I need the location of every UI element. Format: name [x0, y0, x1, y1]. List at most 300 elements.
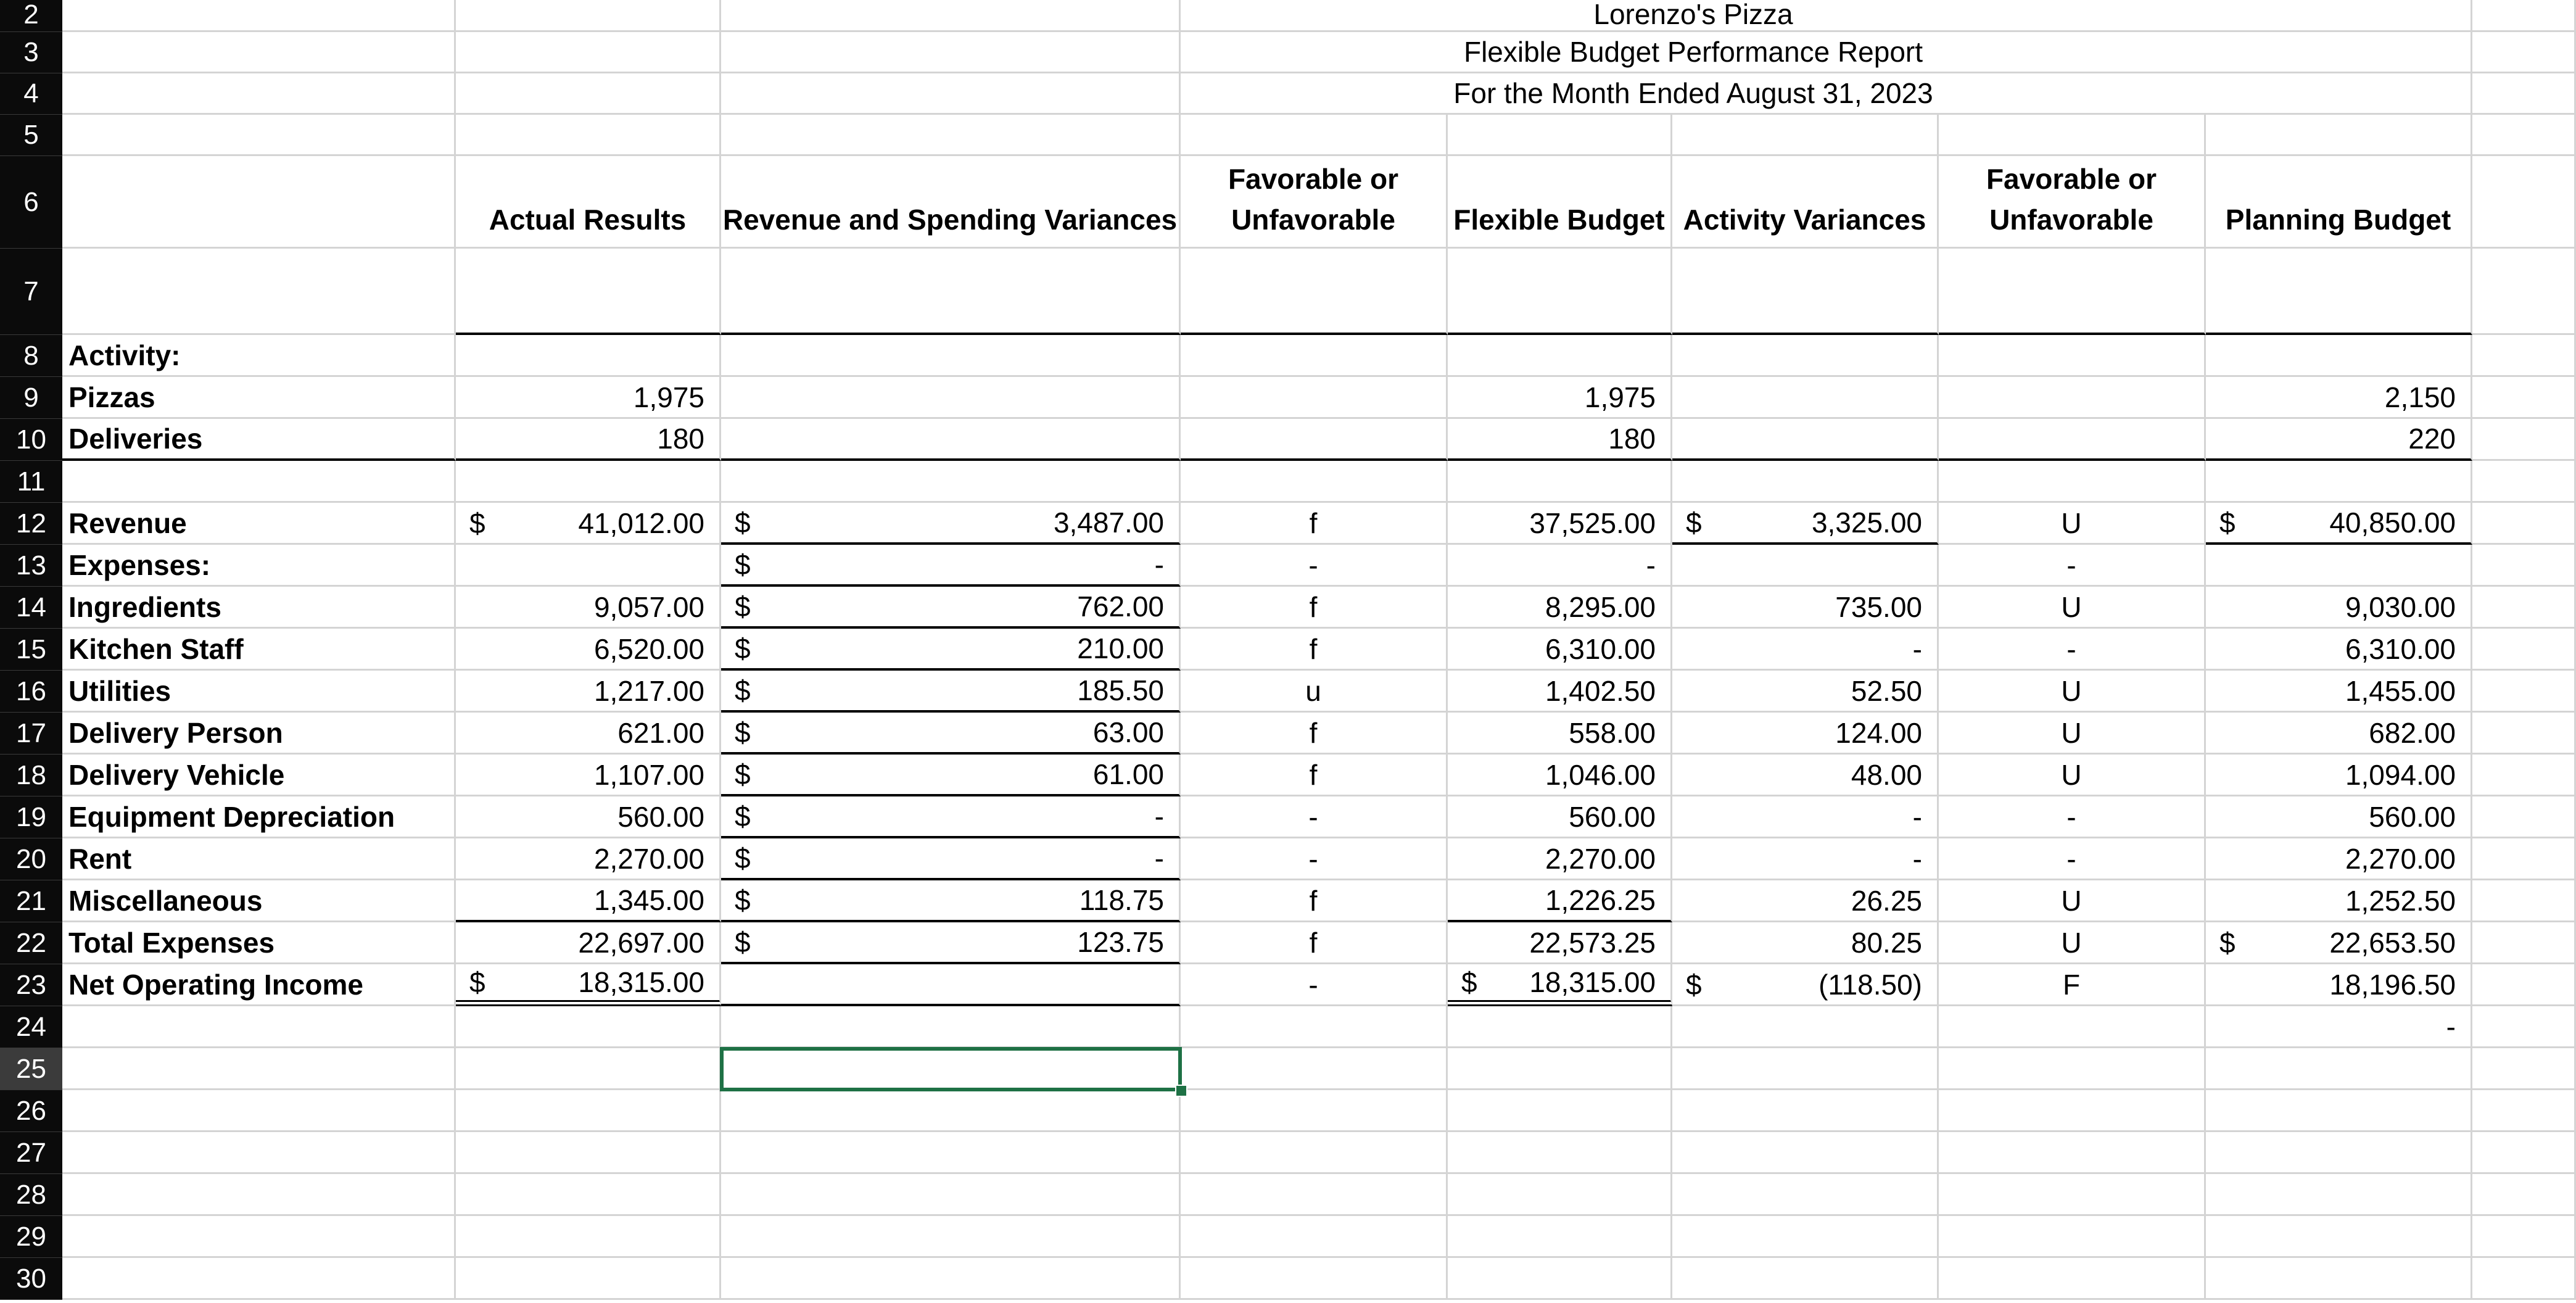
cell-r7-fu1[interactable]	[1181, 249, 1448, 335]
cell-r25-fu2[interactable]	[1939, 1048, 2206, 1090]
cell-r28-av[interactable]	[1672, 1174, 1939, 1216]
cell-r24-plan[interactable]: -	[2206, 1006, 2472, 1048]
column-header-av[interactable]	[1672, 156, 1939, 249]
cell-r5-flex[interactable]	[1448, 115, 1672, 156]
cell-r30-fu1[interactable]	[1181, 1258, 1448, 1300]
cell-r4-rsv[interactable]	[721, 73, 1181, 115]
currency-value	[721, 550, 1179, 579]
cell-r15-plan[interactable]: 6,310.00	[2206, 629, 2472, 671]
cell-r29-label[interactable]	[62, 1216, 456, 1258]
cell-r9-rsv[interactable]	[721, 377, 1181, 419]
cell-r17-actual[interactable]: 621.00	[456, 713, 721, 755]
cell-r14-flex[interactable]: 8,295.00	[1448, 587, 1672, 629]
cell-r21-av[interactable]: 26.25	[1672, 880, 1939, 922]
cell-r7-flex[interactable]	[1448, 249, 1672, 335]
row-header-17[interactable]: 17	[0, 713, 62, 755]
cell-r3-actual[interactable]	[456, 32, 721, 73]
cell-r4-label[interactable]	[62, 73, 456, 115]
cell-r30-plan[interactable]	[2206, 1258, 2472, 1300]
cell-r20-fu1[interactable]: -	[1181, 838, 1448, 880]
cell-r26-flex[interactable]	[1448, 1090, 1672, 1132]
cell-r8-av[interactable]	[1672, 335, 1939, 377]
cell-r2-extra[interactable]	[2472, 0, 2576, 32]
row-header-28[interactable]: 28	[0, 1174, 62, 1216]
cell-r26-rsv[interactable]	[721, 1090, 1181, 1132]
cell-r18-plan[interactable]: 1,094.00	[2206, 755, 2472, 796]
cell-r21-label[interactable]: Miscellaneous	[62, 880, 456, 922]
cell-r7-plan[interactable]	[2206, 249, 2472, 335]
cell-r20-rsv[interactable]	[721, 838, 1181, 880]
currency-value	[2206, 926, 2471, 959]
cell-r30-extra[interactable]	[2472, 1258, 2576, 1300]
cell-r23-fu2[interactable]: F	[1939, 964, 2206, 1006]
fill-handle[interactable]	[1175, 1085, 1187, 1097]
currency-value	[2206, 508, 2471, 537]
currency-symbol: $	[1686, 507, 1702, 539]
row-header-23[interactable]: 23	[0, 964, 62, 1006]
cell-value: 185.50	[1077, 674, 1164, 706]
cell-r29-extra[interactable]	[2472, 1216, 2576, 1258]
row-header-3[interactable]: 3	[0, 32, 62, 73]
cell-r24-flex[interactable]	[1448, 1006, 1672, 1048]
column-header-rsv[interactable]	[721, 156, 1181, 249]
currency-symbol: $	[735, 758, 751, 790]
cell-r6-extra[interactable]	[2472, 156, 2576, 249]
currency-symbol: $	[735, 632, 751, 664]
cell-r30-flex[interactable]	[1448, 1258, 1672, 1300]
cell-r22-actual[interactable]: 22,697.00	[456, 922, 721, 964]
cell-r23-plan[interactable]: 18,196.50	[2206, 964, 2472, 1006]
cell-r10-plan[interactable]: 220	[2206, 419, 2472, 461]
currency-value	[721, 844, 1179, 872]
cell-r22-label[interactable]: Total Expenses	[62, 922, 456, 964]
cell-r26-extra[interactable]	[2472, 1090, 2576, 1132]
cell-r14-plan[interactable]: 9,030.00	[2206, 587, 2472, 629]
cell-r28-fu1[interactable]	[1181, 1174, 1448, 1216]
cell-r8-fu1[interactable]	[1181, 335, 1448, 377]
cell-r16-plan[interactable]: 1,455.00	[2206, 671, 2472, 713]
cell-r22-fu1[interactable]: f	[1181, 922, 1448, 964]
cell-r22-flex[interactable]: 22,573.25	[1448, 922, 1672, 964]
cell-r17-extra[interactable]	[2472, 713, 2576, 755]
cell-r14-fu2[interactable]: U	[1939, 587, 2206, 629]
cell-r17-fu1[interactable]: f	[1181, 713, 1448, 755]
cell-r24-label[interactable]	[62, 1006, 456, 1048]
cell-r23-av[interactable]	[1672, 964, 1939, 1006]
cell-r29-fu2[interactable]	[1939, 1216, 2206, 1258]
cell-r9-actual[interactable]: 1,975	[456, 377, 721, 419]
active-cell-selection[interactable]	[720, 1047, 1182, 1091]
cell-r22-plan[interactable]	[2206, 922, 2472, 964]
cell-r10-av[interactable]	[1672, 419, 1939, 461]
cell-r22-av[interactable]: 80.25	[1672, 922, 1939, 964]
cell-r25-actual[interactable]	[456, 1048, 721, 1090]
cell-r7-rsv[interactable]	[721, 249, 1181, 335]
cell-r15-extra[interactable]	[2472, 629, 2576, 671]
currency-value	[721, 886, 1179, 914]
cell-r27-fu2[interactable]	[1939, 1132, 2206, 1174]
cell-r20-fu2[interactable]: -	[1939, 838, 2206, 880]
cell-r8-fu2[interactable]	[1939, 335, 2206, 377]
cell-r8-extra[interactable]	[2472, 335, 2576, 377]
currency-symbol: $	[469, 507, 485, 539]
currency-value	[721, 676, 1179, 705]
column-header-fu2[interactable]	[1939, 156, 2206, 249]
cell-r15-actual[interactable]: 6,520.00	[456, 629, 721, 671]
cell-r9-av[interactable]	[1672, 377, 1939, 419]
row-header-21[interactable]: 21	[0, 880, 62, 922]
cell-r24-fu1[interactable]	[1181, 1006, 1448, 1048]
cell-r19-label[interactable]: Equipment Depreciation	[62, 796, 456, 838]
cell-r16-extra[interactable]	[2472, 671, 2576, 713]
cell-r15-fu2[interactable]: -	[1939, 629, 2206, 671]
cell-r28-label[interactable]	[62, 1174, 456, 1216]
row-header-27[interactable]: 27	[0, 1132, 62, 1174]
column-header-text: Actual Results	[489, 204, 687, 236]
cell-r12-label[interactable]: Revenue	[62, 503, 456, 545]
column-header-flex[interactable]	[1448, 156, 1672, 249]
cell-r13-actual[interactable]	[456, 545, 721, 587]
cell-r4-actual[interactable]	[456, 73, 721, 115]
cell-r16-av[interactable]: 52.50	[1672, 671, 1939, 713]
cell-r7-av[interactable]	[1672, 249, 1939, 335]
cell-r28-flex[interactable]	[1448, 1174, 1672, 1216]
cell-r17-rsv[interactable]	[721, 713, 1181, 755]
cell-r20-flex[interactable]: 2,270.00	[1448, 838, 1672, 880]
row-header-5[interactable]: 5	[0, 115, 62, 156]
cell-r26-fu1[interactable]	[1181, 1090, 1448, 1132]
column-header-actual[interactable]	[456, 156, 721, 249]
cell-r17-flex[interactable]: 558.00	[1448, 713, 1672, 755]
cell-r2-rsv[interactable]	[721, 0, 1181, 32]
currency-symbol: $	[2219, 926, 2235, 959]
cell-r18-actual[interactable]: 1,107.00	[456, 755, 721, 796]
cell-r16-flex[interactable]: 1,402.50	[1448, 671, 1672, 713]
cell-r20-extra[interactable]	[2472, 838, 2576, 880]
cell-r17-fu2[interactable]: U	[1939, 713, 2206, 755]
cell-r29-actual[interactable]	[456, 1216, 721, 1258]
cell-r30-label[interactable]	[62, 1258, 456, 1300]
cell-r14-actual[interactable]: 9,057.00	[456, 587, 721, 629]
row-header-13[interactable]: 13	[0, 545, 62, 587]
cell-r23-extra[interactable]	[2472, 964, 2576, 1006]
cell-r11-rsv[interactable]	[721, 461, 1181, 503]
row-header-14[interactable]: 14	[0, 587, 62, 629]
cell-r24-extra[interactable]	[2472, 1006, 2576, 1048]
cell-value: 61.00	[1092, 758, 1164, 790]
column-header-plan[interactable]	[2206, 156, 2472, 249]
cell-r16-label[interactable]: Utilities	[62, 671, 456, 713]
cell-r22-extra[interactable]	[2472, 922, 2576, 964]
cell-r9-fu2[interactable]	[1939, 377, 2206, 419]
row-header-20[interactable]: 20	[0, 838, 62, 880]
cell-r12-plan[interactable]	[2206, 503, 2472, 545]
cell-r17-av[interactable]: 124.00	[1672, 713, 1939, 755]
cell-r12-flex[interactable]: 37,525.00	[1448, 503, 1672, 545]
row-header-22[interactable]: 22	[0, 922, 62, 964]
cell-r19-fu2[interactable]: -	[1939, 796, 2206, 838]
cell-r8-flex[interactable]	[1448, 335, 1672, 377]
cell-r19-actual[interactable]: 560.00	[456, 796, 721, 838]
row-header-6[interactable]: 6	[0, 156, 62, 249]
cell-r27-fu1[interactable]	[1181, 1132, 1448, 1174]
cell-r27-flex[interactable]	[1448, 1132, 1672, 1174]
row-header-24[interactable]: 24	[0, 1006, 62, 1048]
cell-r19-rsv[interactable]	[721, 796, 1181, 838]
column-header-fu1[interactable]	[1181, 156, 1448, 249]
cell-r11-av[interactable]	[1672, 461, 1939, 503]
row-header-16[interactable]: 16	[0, 671, 62, 713]
cell-r21-extra[interactable]	[2472, 880, 2576, 922]
cell-r18-rsv[interactable]	[721, 755, 1181, 796]
cell-r15-flex[interactable]: 6,310.00	[1448, 629, 1672, 671]
cell-r27-av[interactable]	[1672, 1132, 1939, 1174]
cell-r13-label[interactable]: Expenses:	[62, 545, 456, 587]
cell-r14-fu1[interactable]: f	[1181, 587, 1448, 629]
row-header-4[interactable]: 4	[0, 73, 62, 115]
row-header-8[interactable]: 8	[0, 335, 62, 377]
cell-r9-extra[interactable]	[2472, 377, 2576, 419]
cell-r15-label[interactable]: Kitchen Staff	[62, 629, 456, 671]
cell-r28-actual[interactable]	[456, 1174, 721, 1216]
cell-r23-label[interactable]: Net Operating Income	[62, 964, 456, 1006]
cell-r16-fu2[interactable]: U	[1939, 671, 2206, 713]
cell-r21-plan[interactable]: 1,252.50	[2206, 880, 2472, 922]
cell-r20-label[interactable]: Rent	[62, 838, 456, 880]
cell-r11-plan[interactable]	[2206, 461, 2472, 503]
cell-r17-label[interactable]: Delivery Person	[62, 713, 456, 755]
cell-r4-plan[interactable]	[2206, 73, 2472, 115]
cell-r29-flex[interactable]	[1448, 1216, 1672, 1258]
cell-r9-flex[interactable]: 1,975	[1448, 377, 1672, 419]
cell-r10-actual[interactable]: 180	[456, 419, 721, 461]
cell-r30-fu2[interactable]	[1939, 1258, 2206, 1300]
cell-r28-rsv[interactable]	[721, 1174, 1181, 1216]
cell-r14-rsv[interactable]	[721, 587, 1181, 629]
cell-r21-fu2[interactable]: U	[1939, 880, 2206, 922]
cell-r3-plan[interactable]	[2206, 32, 2472, 73]
cell-r21-fu1[interactable]: f	[1181, 880, 1448, 922]
cell-r2-plan[interactable]	[2206, 0, 2472, 32]
cell-r12-fu1[interactable]: f	[1181, 503, 1448, 545]
cell-r28-fu2[interactable]	[1939, 1174, 2206, 1216]
cell-r19-flex[interactable]: 560.00	[1448, 796, 1672, 838]
cell-r8-label[interactable]: Activity:	[62, 335, 456, 377]
cell-r29-av[interactable]	[1672, 1216, 1939, 1258]
cell-r10-label[interactable]: Deliveries	[62, 419, 456, 461]
cell-r25-fu1[interactable]	[1181, 1048, 1448, 1090]
cell-r5-plan[interactable]	[2206, 115, 2472, 156]
cell-r30-actual[interactable]	[456, 1258, 721, 1300]
cell-r8-plan[interactable]	[2206, 335, 2472, 377]
cell-r16-actual[interactable]: 1,217.00	[456, 671, 721, 713]
row-header-19[interactable]: 19	[0, 796, 62, 838]
row-header-25[interactable]: 25	[0, 1048, 62, 1090]
cell-r15-rsv[interactable]	[721, 629, 1181, 671]
row-header-15[interactable]: 15	[0, 629, 62, 671]
cell-r5-actual[interactable]	[456, 115, 721, 156]
cell-r12-rsv[interactable]	[721, 503, 1181, 545]
cell-r3-rsv[interactable]	[721, 32, 1181, 73]
cell-r12-actual[interactable]	[456, 503, 721, 545]
column-header-text: Favorable or Unfavorable	[1228, 162, 1399, 236]
cell-r24-fu2[interactable]	[1939, 1006, 2206, 1048]
row-header-18[interactable]: 18	[0, 755, 62, 796]
cell-r4-extra[interactable]	[2472, 73, 2576, 115]
cell-r21-actual[interactable]: 1,345.00	[456, 880, 721, 922]
cell-r27-actual[interactable]	[456, 1132, 721, 1174]
cell-r25-label[interactable]	[62, 1048, 456, 1090]
cell-r10-flex[interactable]: 180	[1448, 419, 1672, 461]
cell-r11-fu1[interactable]	[1181, 461, 1448, 503]
cell-r24-av[interactable]	[1672, 1006, 1939, 1048]
cell-r23-fu1[interactable]: -	[1181, 964, 1448, 1006]
report-title-line-3: For the Month Ended August 31, 2023	[1181, 73, 2206, 115]
cell-r21-rsv[interactable]	[721, 880, 1181, 922]
cell-r20-av[interactable]: -	[1672, 838, 1939, 880]
cell-r14-av[interactable]: 735.00	[1672, 587, 1939, 629]
cell-r29-plan[interactable]	[2206, 1216, 2472, 1258]
row-header-11[interactable]: 11	[0, 461, 62, 503]
currency-symbol: $	[735, 842, 751, 874]
cell-r29-fu1[interactable]	[1181, 1216, 1448, 1258]
row-header-9[interactable]: 9	[0, 377, 62, 419]
currency-value	[1448, 968, 1670, 996]
cell-r2-label[interactable]	[62, 0, 456, 32]
cell-r5-fu1[interactable]	[1181, 115, 1448, 156]
cell-r13-fu1[interactable]: -	[1181, 545, 1448, 587]
cell-r13-plan[interactable]	[2206, 545, 2472, 587]
cell-r19-av[interactable]: -	[1672, 796, 1939, 838]
cell-r26-actual[interactable]	[456, 1090, 721, 1132]
cell-r12-extra[interactable]	[2472, 503, 2576, 545]
cell-r16-fu1[interactable]: u	[1181, 671, 1448, 713]
cell-r23-rsv[interactable]	[721, 964, 1181, 1006]
cell-r25-extra[interactable]	[2472, 1048, 2576, 1090]
cell-r8-actual[interactable]	[456, 335, 721, 377]
cell-r11-label[interactable]	[62, 461, 456, 503]
cell-r21-flex[interactable]: 1,226.25	[1448, 880, 1672, 922]
cell-r27-rsv[interactable]	[721, 1132, 1181, 1174]
cell-r27-label[interactable]	[62, 1132, 456, 1174]
cell-r28-plan[interactable]	[2206, 1174, 2472, 1216]
cell-r25-flex[interactable]	[1448, 1048, 1672, 1090]
cell-r13-av[interactable]	[1672, 545, 1939, 587]
cell-r23-actual[interactable]	[456, 964, 721, 1006]
cell-r30-rsv[interactable]	[721, 1258, 1181, 1300]
cell-r11-flex[interactable]	[1448, 461, 1672, 503]
cell-r11-extra[interactable]	[2472, 461, 2576, 503]
cell-r28-extra[interactable]	[2472, 1174, 2576, 1216]
cell-r9-label[interactable]: Pizzas	[62, 377, 456, 419]
cell-r16-rsv[interactable]	[721, 671, 1181, 713]
row-header-26[interactable]: 26	[0, 1090, 62, 1132]
cell-r9-plan[interactable]: 2,150	[2206, 377, 2472, 419]
cell-r25-av[interactable]	[1672, 1048, 1939, 1090]
cell-r13-rsv[interactable]	[721, 545, 1181, 587]
cell-r14-label[interactable]: Ingredients	[62, 587, 456, 629]
cell-r7-actual[interactable]	[456, 249, 721, 335]
cell-r20-actual[interactable]: 2,270.00	[456, 838, 721, 880]
cell-r13-fu2[interactable]: -	[1939, 545, 2206, 587]
cell-r30-av[interactable]	[1672, 1258, 1939, 1300]
cell-r18-av[interactable]: 48.00	[1672, 755, 1939, 796]
cell-r26-label[interactable]	[62, 1090, 456, 1132]
cell-r10-rsv[interactable]	[721, 419, 1181, 461]
cell-r15-av[interactable]: -	[1672, 629, 1939, 671]
cell-r18-flex[interactable]: 1,046.00	[1448, 755, 1672, 796]
cell-r24-rsv[interactable]	[721, 1006, 1181, 1048]
cell-r18-fu2[interactable]: U	[1939, 755, 2206, 796]
cell-r26-plan[interactable]	[2206, 1090, 2472, 1132]
cell-r3-extra[interactable]	[2472, 32, 2576, 73]
cell-r19-extra[interactable]	[2472, 796, 2576, 838]
row-header-30[interactable]: 30	[0, 1258, 62, 1300]
cell-r7-extra[interactable]	[2472, 249, 2576, 335]
cell-r7-fu2[interactable]	[1939, 249, 2206, 335]
cell-r5-fu2[interactable]	[1939, 115, 2206, 156]
cell-r8-rsv[interactable]	[721, 335, 1181, 377]
cell-r26-fu2[interactable]	[1939, 1090, 2206, 1132]
cell-r27-plan[interactable]	[2206, 1132, 2472, 1174]
cell-r22-rsv[interactable]	[721, 922, 1181, 964]
cell-r25-plan[interactable]	[2206, 1048, 2472, 1090]
cell-r15-fu1[interactable]: f	[1181, 629, 1448, 671]
cell-r11-fu2[interactable]	[1939, 461, 2206, 503]
cell-r12-fu2[interactable]: U	[1939, 503, 2206, 545]
cell-r20-plan[interactable]: 2,270.00	[2206, 838, 2472, 880]
cell-r10-fu1[interactable]	[1181, 419, 1448, 461]
cell-r11-actual[interactable]	[456, 461, 721, 503]
cell-r18-extra[interactable]	[2472, 755, 2576, 796]
cell-r9-fu1[interactable]	[1181, 377, 1448, 419]
cell-r3-label[interactable]	[62, 32, 456, 73]
cell-r14-extra[interactable]	[2472, 587, 2576, 629]
cell-r18-label[interactable]: Delivery Vehicle	[62, 755, 456, 796]
cell-r5-rsv[interactable]	[721, 115, 1181, 156]
cell-value: (118.50)	[1818, 968, 1922, 1001]
cell-r2-actual[interactable]	[456, 0, 721, 32]
row-header-12[interactable]: 12	[0, 503, 62, 545]
cell-r23-flex[interactable]	[1448, 964, 1672, 1006]
cell-r10-extra[interactable]	[2472, 419, 2576, 461]
cell-r19-plan[interactable]: 560.00	[2206, 796, 2472, 838]
cell-r13-flex[interactable]: -	[1448, 545, 1672, 587]
row-header-2[interactable]: 2	[0, 0, 62, 32]
cell-r10-fu2[interactable]	[1939, 419, 2206, 461]
cell-r27-extra[interactable]	[2472, 1132, 2576, 1174]
cell-r6-label[interactable]	[62, 156, 456, 249]
cell-r7-label[interactable]	[62, 249, 456, 335]
row-header-29[interactable]: 29	[0, 1216, 62, 1258]
cell-r5-av[interactable]	[1672, 115, 1939, 156]
cell-r22-fu2[interactable]: U	[1939, 922, 2206, 964]
cell-r19-fu1[interactable]: -	[1181, 796, 1448, 838]
cell-r24-actual[interactable]	[456, 1006, 721, 1048]
row-header-10[interactable]: 10	[0, 419, 62, 461]
cell-r18-fu1[interactable]: f	[1181, 755, 1448, 796]
cell-r5-label[interactable]	[62, 115, 456, 156]
cell-r26-av[interactable]	[1672, 1090, 1939, 1132]
currency-value	[456, 509, 719, 537]
cell-r17-plan[interactable]: 682.00	[2206, 713, 2472, 755]
cell-r13-extra[interactable]	[2472, 545, 2576, 587]
cell-r5-extra[interactable]	[2472, 115, 2576, 156]
row-header-7[interactable]: 7	[0, 249, 62, 335]
cell-r29-rsv[interactable]	[721, 1216, 1181, 1258]
cell-r12-av[interactable]	[1672, 503, 1939, 545]
column-header-text: Revenue and Spending Variances	[722, 204, 1178, 236]
